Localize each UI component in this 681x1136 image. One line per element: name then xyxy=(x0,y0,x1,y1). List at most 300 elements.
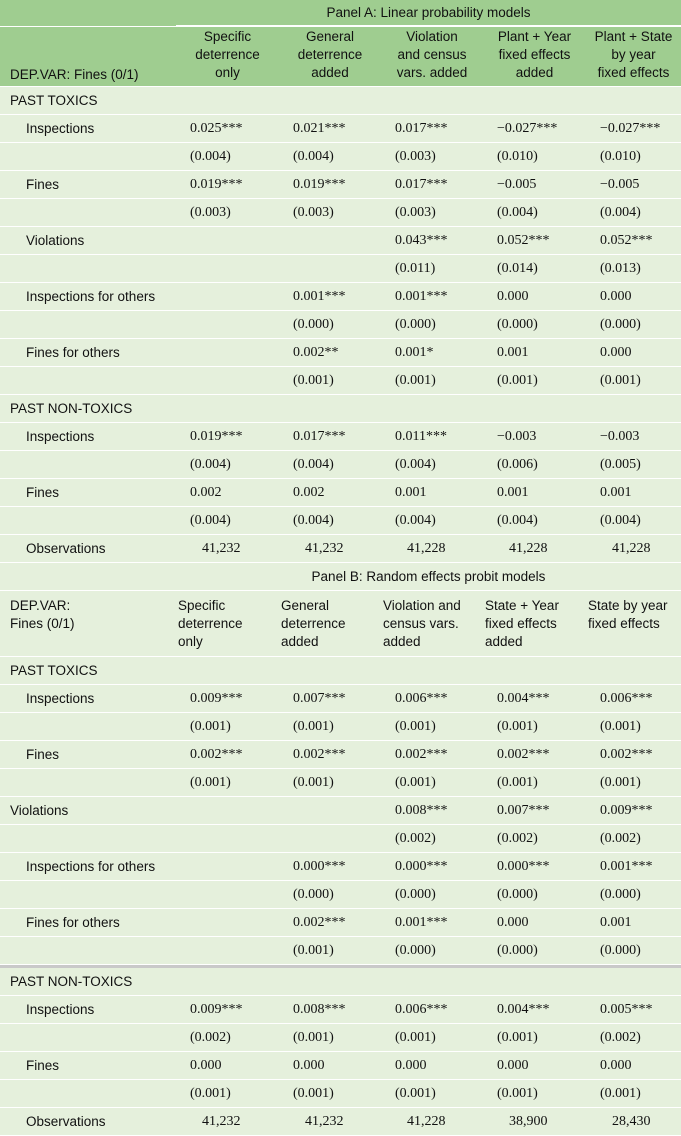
se-cell xyxy=(381,507,483,534)
se-value: (0.004) xyxy=(293,148,334,164)
coef-value: 0.000 xyxy=(395,1057,427,1073)
row-label: Inspections xyxy=(26,691,95,706)
se-value: (0.000) xyxy=(293,886,334,902)
coef-cell xyxy=(176,339,279,366)
se-cell xyxy=(586,311,681,338)
col-header-line: Violation and xyxy=(383,598,461,613)
panelA-col-header-4 xyxy=(483,27,586,86)
coef-value: 0.052*** xyxy=(600,232,653,248)
se-value: (0.001) xyxy=(190,1085,231,1101)
coef-cell xyxy=(483,1052,586,1079)
panelA-row-tox_viol-coef xyxy=(0,227,681,255)
coef-value: 0.000*** xyxy=(395,858,448,874)
col-header-line: Plant + State xyxy=(594,29,673,44)
depvar-line: Fines (0/1) xyxy=(10,616,75,631)
col-header-line: Specific xyxy=(203,29,252,44)
coef-value: 0.007*** xyxy=(293,690,346,706)
coef-cell xyxy=(279,1052,381,1079)
coef-cell xyxy=(279,227,381,254)
panelB-observations-row xyxy=(0,1108,681,1136)
se-cell xyxy=(279,937,381,964)
se-value: (0.003) xyxy=(293,204,334,220)
se-label-spacer xyxy=(0,451,176,478)
se-cell xyxy=(483,507,586,534)
col-header-line: by year xyxy=(611,47,656,62)
se-cell xyxy=(381,143,483,170)
se-cell xyxy=(176,199,279,226)
observations-value: 41,228 xyxy=(612,540,651,556)
se-cell xyxy=(176,769,279,796)
panelB-row-non_insp-se xyxy=(0,1024,681,1052)
col-header-line: Violation xyxy=(406,29,458,44)
coef-value: −0.027*** xyxy=(600,120,661,136)
panelA-row-tox_fines_oth-se xyxy=(0,367,681,395)
panelA-row-non_fines-coef xyxy=(0,479,681,507)
coef-cell xyxy=(586,339,681,366)
se-cell xyxy=(279,881,381,908)
panelB-row-tox_insp_oth-se xyxy=(0,881,681,909)
se-cell xyxy=(176,255,279,282)
coef-value: 0.002*** xyxy=(293,914,346,930)
se-value: (0.004) xyxy=(395,456,436,472)
coef-value: 0.002 xyxy=(293,484,325,500)
se-cell xyxy=(381,1080,483,1107)
se-cell xyxy=(279,367,381,394)
se-cell xyxy=(586,825,681,852)
observations-label: Observations xyxy=(26,541,106,556)
coef-value: 0.006*** xyxy=(395,1001,448,1017)
panelB-title-row xyxy=(0,563,681,591)
panelB-col-header-5 xyxy=(586,591,681,656)
coef-value: 0.002*** xyxy=(600,746,653,762)
coef-value: 0.025*** xyxy=(190,120,243,136)
panelA-title-spacer xyxy=(0,0,176,26)
observations-cell xyxy=(586,535,681,562)
coef-cell xyxy=(176,685,279,712)
se-value: (0.004) xyxy=(497,512,538,528)
coef-cell xyxy=(279,685,381,712)
coef-cell xyxy=(381,685,483,712)
se-value: (0.001) xyxy=(395,718,436,734)
col-header-line: vars. added xyxy=(396,65,468,80)
se-value: (0.000) xyxy=(497,316,538,332)
se-cell xyxy=(279,311,381,338)
se-value: (0.000) xyxy=(497,886,538,902)
coef-value: 0.000*** xyxy=(497,858,550,874)
coef-cell xyxy=(176,227,279,254)
col-header-line: and census xyxy=(397,47,467,62)
coef-value: 0.006*** xyxy=(395,690,448,706)
depvar-line: DEP.VAR: xyxy=(10,598,71,613)
coef-cell xyxy=(381,996,483,1023)
col-header-line: fixed effects xyxy=(597,65,670,80)
panelA-row-tox_fines-se xyxy=(0,199,681,227)
row-label: Fines xyxy=(26,747,60,762)
coef-value: 0.001*** xyxy=(395,914,448,930)
col-header-line: Plant + Year xyxy=(497,29,572,44)
se-value: (0.001) xyxy=(497,1029,538,1045)
se-value: (0.001) xyxy=(395,1085,436,1101)
se-cell xyxy=(381,881,483,908)
se-value: (0.001) xyxy=(293,1029,334,1045)
coef-value: 0.011*** xyxy=(395,428,447,444)
coef-cell xyxy=(381,115,483,142)
panelA-col-header-1 xyxy=(176,27,279,86)
se-label-spacer xyxy=(0,1024,176,1051)
se-value: (0.000) xyxy=(600,316,641,332)
coef-cell xyxy=(176,423,279,450)
coef-cell xyxy=(586,479,681,506)
se-label-spacer xyxy=(0,825,176,852)
panelA-depvar: DEP.VAR: Fines (0/1) xyxy=(10,67,139,82)
coef-cell xyxy=(483,479,586,506)
col-header-line: Specific xyxy=(178,598,226,613)
observations-value: 41,228 xyxy=(407,540,446,556)
se-label-spacer xyxy=(0,143,176,170)
coef-cell xyxy=(586,115,681,142)
se-value: (0.001) xyxy=(600,718,641,734)
se-cell xyxy=(279,1080,381,1107)
panelA-row-tox_insp_oth-coef xyxy=(0,283,681,311)
se-cell xyxy=(586,1024,681,1051)
coef-cell xyxy=(483,996,586,1023)
col-header-line: fixed effects xyxy=(588,616,660,631)
coef-value: −0.005 xyxy=(497,176,537,192)
se-cell xyxy=(279,143,381,170)
panelB-row-tox_insp-coef xyxy=(0,685,681,713)
coef-cell xyxy=(381,283,483,310)
panelB-row-non_insp-coef xyxy=(0,996,681,1024)
coef-cell xyxy=(381,797,483,824)
se-value: (0.002) xyxy=(395,830,436,846)
observations-label: Observations xyxy=(26,1114,106,1129)
row-label: Inspections xyxy=(26,1002,95,1017)
se-cell xyxy=(483,825,586,852)
coef-value: 0.009*** xyxy=(600,802,653,818)
coef-value: 0.000 xyxy=(497,914,529,930)
se-cell xyxy=(483,311,586,338)
coef-value: 0.043*** xyxy=(395,232,448,248)
panelA-col-header-5 xyxy=(586,27,681,86)
se-label-spacer xyxy=(0,255,176,282)
col-header-line: only xyxy=(215,65,240,80)
coef-cell xyxy=(586,227,681,254)
panelB-col-header-3 xyxy=(381,591,483,656)
se-cell xyxy=(279,825,381,852)
panelA-row-non_fines-se xyxy=(0,507,681,535)
observations-cell xyxy=(586,1108,681,1135)
se-cell xyxy=(176,881,279,908)
coef-cell xyxy=(381,479,483,506)
coef-value: 0.000 xyxy=(190,1057,222,1073)
se-cell xyxy=(176,937,279,964)
coef-cell xyxy=(483,797,586,824)
se-cell xyxy=(483,881,586,908)
row-label: Fines for others xyxy=(26,915,120,930)
coef-cell xyxy=(483,227,586,254)
coef-cell xyxy=(483,283,586,310)
coef-value: −0.003 xyxy=(497,428,537,444)
row-label: Fines xyxy=(26,177,60,192)
coef-cell xyxy=(176,115,279,142)
row-label: Violations xyxy=(10,803,69,818)
coef-cell xyxy=(586,423,681,450)
col-header-line: added xyxy=(485,634,523,649)
se-value: (0.001) xyxy=(190,774,231,790)
coef-cell xyxy=(586,853,681,880)
panelA-col-header-2 xyxy=(279,27,381,86)
observations-value: 41,232 xyxy=(202,540,241,556)
coef-cell xyxy=(176,283,279,310)
coef-cell xyxy=(279,115,381,142)
panelB-depvar xyxy=(0,591,176,656)
se-cell xyxy=(381,255,483,282)
se-value: (0.001) xyxy=(497,774,538,790)
se-cell xyxy=(586,199,681,226)
observations-cell xyxy=(381,535,483,562)
section-label: PAST TOXICS xyxy=(10,93,98,108)
coef-value: −0.005 xyxy=(600,176,640,192)
se-cell xyxy=(381,713,483,740)
coef-value: 0.001*** xyxy=(293,288,346,304)
se-cell xyxy=(381,937,483,964)
coef-cell xyxy=(279,339,381,366)
coef-value: 0.001 xyxy=(497,344,529,360)
panelA-row-tox_viol-se xyxy=(0,255,681,283)
observations-value: 28,430 xyxy=(612,1113,651,1129)
coef-value: 0.009*** xyxy=(190,690,243,706)
se-value: (0.001) xyxy=(190,718,231,734)
row-label: Fines xyxy=(26,1058,60,1073)
se-label-spacer xyxy=(0,881,176,908)
se-value: (0.002) xyxy=(190,1029,231,1045)
se-cell xyxy=(381,769,483,796)
coef-value: 0.000 xyxy=(497,288,529,304)
coef-cell xyxy=(483,339,586,366)
se-value: (0.002) xyxy=(497,830,538,846)
panelA-observations-row xyxy=(0,535,681,563)
coef-value: 0.000 xyxy=(600,344,632,360)
se-cell xyxy=(279,713,381,740)
coef-cell xyxy=(279,479,381,506)
se-value: (0.004) xyxy=(293,456,334,472)
coef-cell xyxy=(279,909,381,936)
coef-cell xyxy=(381,423,483,450)
coef-value: 0.017*** xyxy=(293,428,346,444)
se-value: (0.003) xyxy=(395,148,436,164)
se-value: (0.001) xyxy=(497,718,538,734)
coef-value: 0.004*** xyxy=(497,1001,550,1017)
col-header-line: General xyxy=(305,29,354,44)
coef-cell xyxy=(176,741,279,768)
panelB-row-tox_fines-coef xyxy=(0,741,681,769)
coef-value: 0.005*** xyxy=(600,1001,653,1017)
col-header-line: deterrence xyxy=(195,47,260,62)
se-cell xyxy=(483,1080,586,1107)
panelB-col-header-2 xyxy=(279,591,381,656)
se-cell xyxy=(176,143,279,170)
coef-value: 0.000 xyxy=(497,1057,529,1073)
coef-cell xyxy=(176,797,279,824)
se-cell xyxy=(483,143,586,170)
se-cell xyxy=(381,1024,483,1051)
coef-cell xyxy=(483,909,586,936)
observations-cell xyxy=(176,535,279,562)
panelB-section-toxics xyxy=(0,657,681,685)
panelA-row-tox_fines-coef xyxy=(0,171,681,199)
se-value: (0.004) xyxy=(395,512,436,528)
panelB-section-nontoxics xyxy=(0,968,681,996)
se-label-spacer xyxy=(0,507,176,534)
se-cell xyxy=(586,1080,681,1107)
se-cell xyxy=(586,255,681,282)
coef-value: 0.001* xyxy=(395,344,434,360)
coef-value: 0.002*** xyxy=(190,746,243,762)
coef-cell xyxy=(483,741,586,768)
coef-cell xyxy=(279,797,381,824)
panelB-row-tox_viol-se xyxy=(0,825,681,853)
se-value: (0.014) xyxy=(497,260,538,276)
coef-value: 0.009*** xyxy=(190,1001,243,1017)
coef-value: −0.027*** xyxy=(497,120,558,136)
coef-value: 0.007*** xyxy=(497,802,550,818)
panelB-col-header-1 xyxy=(176,591,279,656)
row-label: Inspections for others xyxy=(26,289,156,304)
se-label-spacer xyxy=(0,713,176,740)
coef-value: 0.002 xyxy=(190,484,222,500)
panelA-row-tox_insp_oth-se xyxy=(0,311,681,339)
observations-value: 38,900 xyxy=(509,1113,548,1129)
se-cell xyxy=(586,713,681,740)
coef-cell xyxy=(381,227,483,254)
se-label-spacer xyxy=(0,1080,176,1107)
se-value: (0.003) xyxy=(190,204,231,220)
se-value: (0.001) xyxy=(600,372,641,388)
se-value: (0.000) xyxy=(395,942,436,958)
se-cell xyxy=(586,881,681,908)
panelB-row-tox_fines_oth-se xyxy=(0,937,681,965)
coef-value: 0.017*** xyxy=(395,176,448,192)
coef-cell xyxy=(586,1052,681,1079)
se-value: (0.001) xyxy=(395,372,436,388)
se-cell xyxy=(483,451,586,478)
coef-cell xyxy=(483,685,586,712)
row-label: Inspections for others xyxy=(26,859,156,874)
se-cell xyxy=(586,451,681,478)
col-header-line: fixed effects xyxy=(498,47,571,62)
coef-value: 0.002*** xyxy=(293,746,346,762)
panelB-title: Panel B: Random effects probit models xyxy=(311,569,546,584)
coef-cell xyxy=(586,996,681,1023)
coef-value: 0.002*** xyxy=(395,746,448,762)
se-value: (0.004) xyxy=(600,512,641,528)
col-header-line: added xyxy=(311,65,349,80)
panelB-row-non_fines-coef xyxy=(0,1052,681,1080)
se-label-spacer xyxy=(0,769,176,796)
coef-value: 0.001*** xyxy=(600,858,653,874)
se-label-spacer xyxy=(0,199,176,226)
panelA-col-header-3 xyxy=(381,27,483,86)
col-header-line: added xyxy=(515,65,554,80)
observations-value: 41,228 xyxy=(407,1113,446,1129)
se-value: (0.000) xyxy=(600,942,641,958)
observations-cell xyxy=(176,1108,279,1135)
se-value: (0.000) xyxy=(497,942,538,958)
se-value: (0.004) xyxy=(190,148,231,164)
coef-cell xyxy=(279,741,381,768)
coef-value: 0.000 xyxy=(600,288,632,304)
observations-cell xyxy=(483,535,586,562)
col-header-line: deterrence xyxy=(178,616,243,631)
se-value: (0.002) xyxy=(600,1029,641,1045)
coef-value: −0.003 xyxy=(600,428,640,444)
se-cell xyxy=(381,451,483,478)
observations-cell xyxy=(279,535,381,562)
se-cell xyxy=(483,713,586,740)
panelB-title-spacer xyxy=(0,563,176,590)
observations-value: 41,232 xyxy=(202,1113,241,1129)
se-value: (0.001) xyxy=(600,774,641,790)
se-value: (0.000) xyxy=(600,886,641,902)
coef-cell xyxy=(279,423,381,450)
se-cell xyxy=(279,769,381,796)
coef-cell xyxy=(381,339,483,366)
se-label-spacer xyxy=(0,937,176,964)
panelA-row-tox_insp-se xyxy=(0,143,681,171)
coef-cell xyxy=(483,423,586,450)
coef-value: 0.008*** xyxy=(395,802,448,818)
panelB-row-tox_viol-coef xyxy=(0,797,681,825)
observations-value: 41,232 xyxy=(305,540,344,556)
coef-cell xyxy=(279,283,381,310)
coef-cell xyxy=(586,741,681,768)
panelB-col-header-4 xyxy=(483,591,586,656)
row-label: Inspections xyxy=(26,429,95,444)
se-value: (0.004) xyxy=(190,512,231,528)
se-cell xyxy=(176,825,279,852)
section-label: PAST NON-TOXICS xyxy=(10,401,133,416)
se-cell xyxy=(483,367,586,394)
se-cell xyxy=(483,199,586,226)
observations-value: 41,232 xyxy=(305,1113,344,1129)
row-label: Inspections xyxy=(26,121,95,136)
panelA-title-row xyxy=(0,0,681,27)
coef-cell xyxy=(483,853,586,880)
se-value: (0.000) xyxy=(395,316,436,332)
se-value: (0.005) xyxy=(600,456,641,472)
se-value: (0.004) xyxy=(497,204,538,220)
coef-value: 0.000 xyxy=(600,1057,632,1073)
coef-value: 0.021*** xyxy=(293,120,346,136)
panelB-row-tox_fines_oth-coef xyxy=(0,909,681,937)
coef-cell xyxy=(176,171,279,198)
panelA-row-tox_insp-coef xyxy=(0,115,681,143)
observations-value: 41,228 xyxy=(509,540,548,556)
coef-cell xyxy=(381,909,483,936)
se-value: (0.000) xyxy=(293,316,334,332)
se-cell xyxy=(586,143,681,170)
coef-cell xyxy=(381,741,483,768)
col-header-line: fixed effects xyxy=(485,616,557,631)
coef-value: 0.008*** xyxy=(293,1001,346,1017)
col-header-line: deterrence xyxy=(297,47,363,62)
coef-value: 0.019*** xyxy=(190,428,243,444)
col-header-line: State by year xyxy=(588,598,668,613)
se-value: (0.002) xyxy=(600,830,641,846)
se-value: (0.001) xyxy=(293,372,334,388)
coef-value: 0.000 xyxy=(293,1057,325,1073)
observations-cell xyxy=(381,1108,483,1135)
